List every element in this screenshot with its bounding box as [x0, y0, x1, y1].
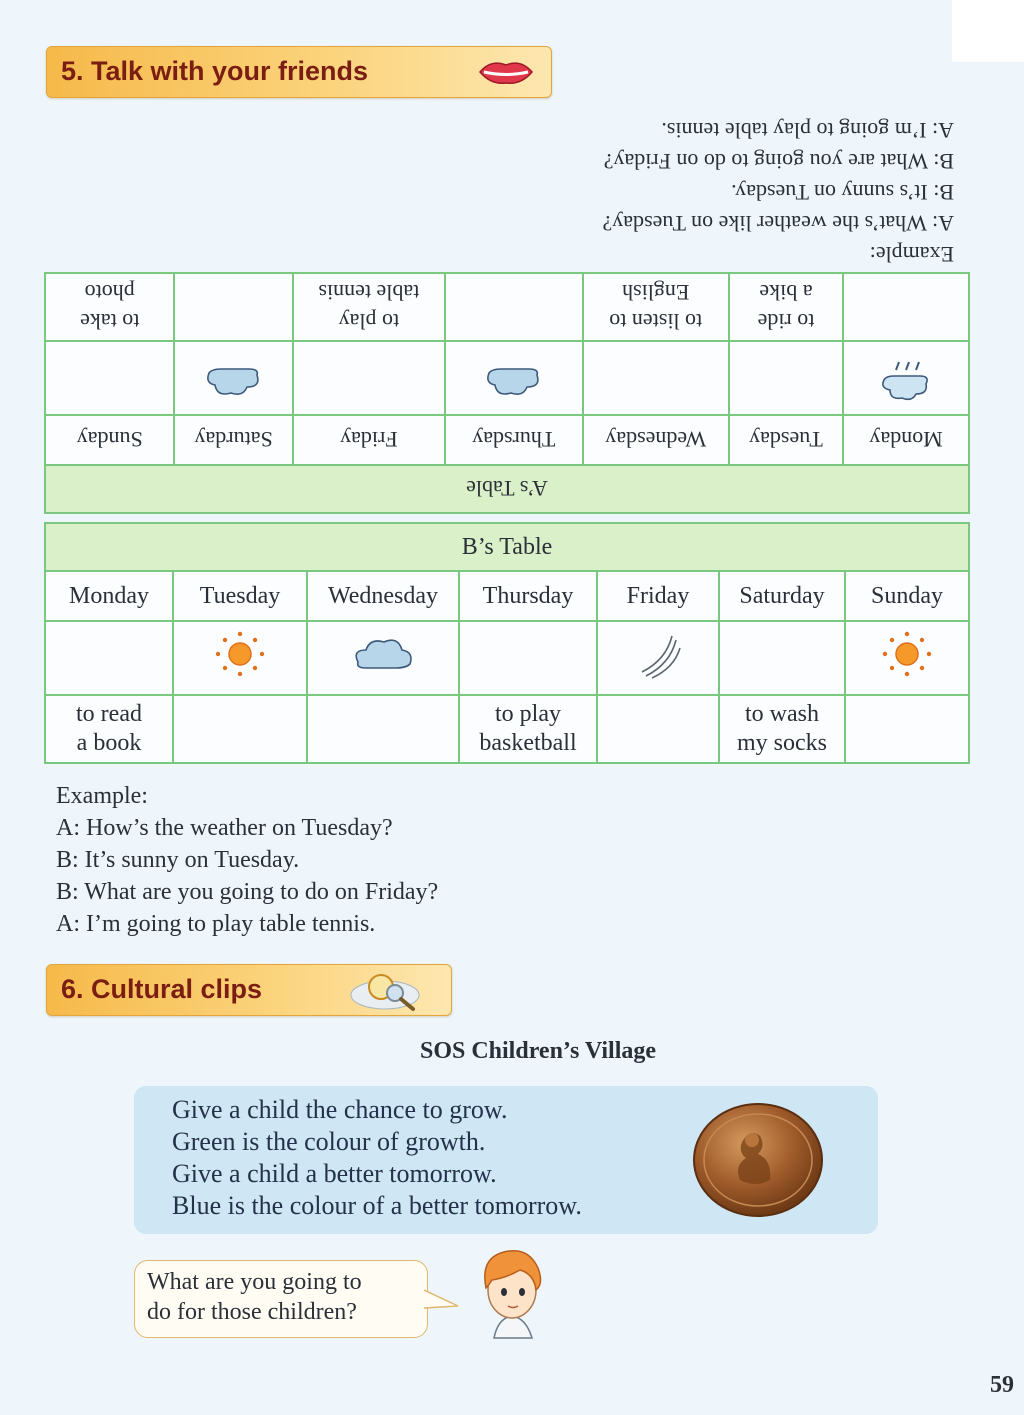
- example-b-line: B: It’s sunny on Tuesday.: [56, 847, 300, 873]
- table-a-day: Tuesday: [729, 415, 843, 465]
- example-a-line: B: What are you going to do on Friday?: [603, 149, 954, 174]
- example-b-line: A: I’m going to play table tennis.: [56, 911, 376, 937]
- poem-line: Give a child a better tomorrow.: [172, 1159, 497, 1188]
- bubble-tail: [424, 1288, 460, 1312]
- table-a: [44, 272, 970, 514]
- boy-avatar: [464, 1238, 560, 1342]
- table-a-day: Saturday: [174, 415, 292, 465]
- cloud-icon: [348, 632, 418, 676]
- sun-icon: [205, 624, 275, 684]
- table-a-day: Wednesday: [583, 415, 729, 465]
- example-b-line: A: How’s the weather on Tuesday?: [56, 815, 393, 841]
- lips-icon: [477, 57, 535, 87]
- example-a-label: Example:: [869, 242, 954, 267]
- example-b-line: B: What are you going to do on Friday?: [56, 879, 439, 905]
- table-b-day: Friday: [597, 571, 719, 621]
- table-b-weather-cell: [307, 621, 459, 695]
- table-a-activity: [174, 273, 292, 341]
- table-b-caption: B’s Table: [45, 523, 969, 571]
- table-b: [44, 522, 970, 764]
- table-a-weather-cell: [729, 341, 843, 415]
- example-b: [56, 780, 438, 940]
- example-a: [602, 115, 954, 270]
- table-b-activity: [173, 695, 307, 763]
- table-b-activity: to read a book: [45, 695, 173, 763]
- section-5-header: [46, 46, 552, 98]
- example-a-line: B: It’s sunny on Tuesday.: [731, 180, 954, 205]
- speech-bubble: [134, 1260, 428, 1338]
- table-a-activity: [843, 273, 969, 341]
- table-a-weather-cell: [583, 341, 729, 415]
- poem-line: Give a child the chance to grow.: [172, 1095, 508, 1124]
- table-b-activity: to wash my socks: [719, 695, 845, 763]
- table-b-weather-cell: [719, 621, 845, 695]
- table-b-day: Saturday: [719, 571, 845, 621]
- table-b-activity: to play basketball: [459, 695, 597, 763]
- table-b-weather-cell: [459, 621, 597, 695]
- clip-title: SOS Children’s Village: [419, 1038, 657, 1064]
- table-b-activity: [307, 695, 459, 763]
- example-b-label: Example:: [56, 783, 148, 809]
- bubble-line: do for those children?: [147, 1299, 357, 1325]
- table-a-weather-cell: [174, 341, 292, 415]
- partner-a-flipped-block: [44, 112, 970, 514]
- page-corner: [952, 0, 1024, 62]
- bubble-text: [147, 1267, 362, 1327]
- example-a-line: A: I’m going to play table tennis.: [661, 118, 954, 143]
- section-6-header: [46, 964, 452, 1016]
- cloud-icon: [201, 362, 267, 402]
- table-a-day: Monday: [843, 415, 969, 465]
- sun-icon: [872, 624, 942, 684]
- table-a-weather-cell: [843, 341, 969, 415]
- table-a-day: Thursday: [445, 415, 583, 465]
- poem-line: Green is the colour of growth.: [172, 1127, 486, 1156]
- table-a-caption: A’s Table: [45, 465, 969, 513]
- section-6-title: 6. Cultural clips: [61, 974, 263, 1004]
- table-a-activity: to listen to English: [583, 273, 729, 341]
- table-a-day: Sunday: [45, 415, 174, 465]
- sos-coin-image: [690, 1102, 826, 1218]
- cloud-icon: [481, 362, 547, 402]
- table-b-day: Thursday: [459, 571, 597, 621]
- table-b-weather-cell: [845, 621, 969, 695]
- poem: [172, 1094, 582, 1222]
- table-b-day: Sunday: [845, 571, 969, 621]
- bubble-line: What are you going to: [147, 1269, 362, 1295]
- magnifier-icon: [347, 965, 427, 1015]
- table-b-day: Monday: [45, 571, 173, 621]
- table-a-activity: [445, 273, 583, 341]
- table-b-day: Wednesday: [307, 571, 459, 621]
- table-a-weather-cell: [293, 341, 445, 415]
- table-a-weather-cell: [445, 341, 583, 415]
- table-a-activity: to take photo: [45, 273, 174, 341]
- table-a-activity: to ride a bike: [729, 273, 843, 341]
- table-b-weather-cell: [173, 621, 307, 695]
- table-b-activity: [597, 695, 719, 763]
- section-5-title: 5. Talk with your friends: [61, 56, 369, 86]
- table-a-weather-cell: [45, 341, 174, 415]
- page-number: 59: [990, 1372, 1014, 1398]
- table-a-activity: to play table tennis: [293, 273, 445, 341]
- rain-cloud-icon: [876, 357, 936, 407]
- poem-line: Blue is the colour of a better tomorrow.: [172, 1191, 582, 1220]
- table-b-weather-cell: [45, 621, 173, 695]
- example-a-line: A: What’s the weather like on Tuesday?: [602, 211, 954, 236]
- table-b-activity: [845, 695, 969, 763]
- table-b-weather-cell: [597, 621, 719, 695]
- table-a-day: Friday: [293, 415, 445, 465]
- table-b-day: Tuesday: [173, 571, 307, 621]
- wind-icon: [628, 624, 688, 684]
